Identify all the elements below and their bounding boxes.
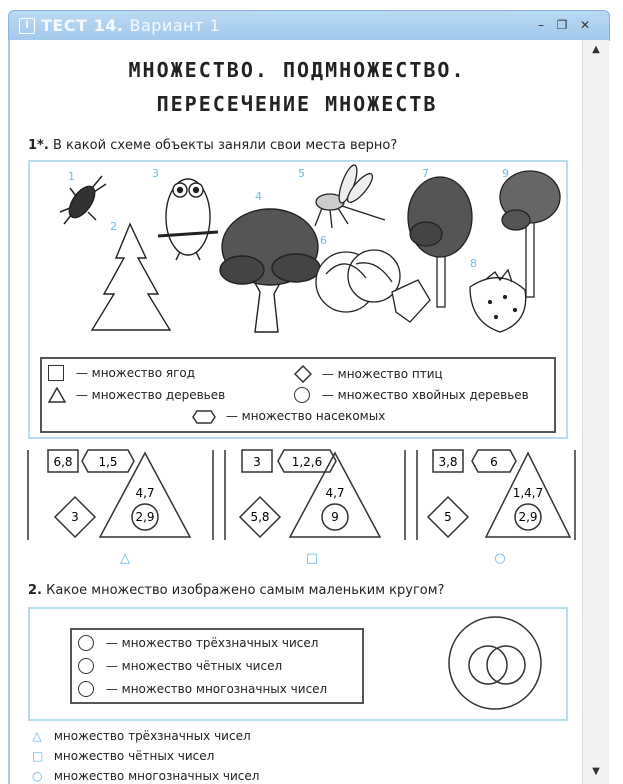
question2-number: 2. bbox=[28, 583, 42, 598]
picture-number-4: 4 bbox=[255, 190, 262, 203]
window-title bbox=[41, 16, 220, 35]
restore-button[interactable]: ❐ bbox=[556, 18, 568, 32]
legend-birds bbox=[294, 365, 443, 383]
scheme2-hexagon-text: 1,2,6 bbox=[291, 455, 323, 469]
question2-legend bbox=[70, 628, 364, 704]
scheme1-diamond-text: 3 bbox=[71, 510, 79, 524]
q2-option-3[interactable] bbox=[32, 769, 259, 783]
scroll-down-button[interactable]: ▼ bbox=[592, 766, 600, 777]
middle-circle bbox=[469, 646, 507, 684]
picture-number-8: 8 bbox=[470, 257, 477, 270]
minimize-button[interactable]: – bbox=[538, 18, 544, 32]
scroll-up-button[interactable]: ▲ bbox=[592, 44, 600, 55]
scheme3-answer-mark[interactable]: ○ bbox=[494, 551, 506, 565]
q2-legend-label-2: — множество чётных чисел bbox=[105, 658, 283, 673]
question1-schemes bbox=[20, 445, 580, 565]
legend-insects-label: — множество насекомых bbox=[225, 409, 386, 423]
scheme1-answer-mark[interactable]: △ bbox=[120, 551, 130, 565]
legend-berries-label: — множество ягод bbox=[75, 365, 196, 380]
overlap-circle bbox=[487, 646, 525, 684]
gooseberry-icon bbox=[316, 250, 430, 322]
q2-legend-label-1: — множество трёхзначных чисел bbox=[105, 635, 319, 650]
hexagon-icon bbox=[192, 410, 216, 424]
scheme2-circle-text: 9 bbox=[331, 510, 339, 524]
question1-legend bbox=[40, 357, 556, 433]
scheme-3 bbox=[428, 450, 570, 565]
vertical-scrollbar[interactable] bbox=[582, 40, 609, 784]
scheme2-triangle-text: 4,7 bbox=[325, 486, 345, 500]
square-icon bbox=[48, 365, 64, 381]
legend-birds-label: — множество птиц bbox=[321, 366, 443, 381]
scheme3-circle-text: 2,9 bbox=[518, 510, 538, 524]
legend-insects bbox=[192, 409, 385, 424]
triangle-icon bbox=[48, 387, 66, 403]
scheme2-square-text: 3 bbox=[253, 455, 261, 469]
q2-legend-row-1 bbox=[78, 635, 318, 651]
scheme1-triangle-text: 4,7 bbox=[135, 486, 155, 500]
window-title-test: ТЕСТ 14. bbox=[41, 16, 124, 35]
picture-number-3: 3 bbox=[152, 167, 159, 180]
scheme2-answer-mark[interactable]: □ bbox=[305, 551, 319, 565]
question2-prompt: Какое множество изображено самым маленьким кругом? bbox=[46, 583, 445, 598]
q2-option-1-label: множество трёхзначных чисел bbox=[53, 729, 251, 743]
q2-legend-label-3: — множество многозначных чисел bbox=[105, 681, 328, 696]
square-icon: □ bbox=[32, 749, 44, 763]
picture-number-5: 5 bbox=[298, 167, 305, 180]
strawberry-icon bbox=[470, 270, 526, 332]
circle-icon: ○ bbox=[32, 769, 43, 783]
mosquito-icon bbox=[315, 163, 385, 228]
fir-tree-icon bbox=[92, 224, 170, 330]
picture-number-2: 2 bbox=[110, 220, 117, 233]
circle-icon bbox=[78, 658, 94, 674]
legend-trees-label: — множество деревьев bbox=[75, 387, 226, 402]
legend-conifers-label: — множество хвойных деревьев bbox=[321, 387, 529, 402]
triangle-icon: △ bbox=[32, 729, 42, 743]
large-circle bbox=[449, 617, 541, 709]
scheme3-triangle-text: 1,4,7 bbox=[512, 486, 544, 500]
close-button[interactable]: ✕ bbox=[579, 18, 591, 32]
scheme1-circle-text: 2,9 bbox=[135, 510, 155, 524]
picture-number-9: 9 bbox=[502, 167, 509, 180]
picture-number-1: 1 bbox=[68, 170, 75, 183]
scheme1-hexagon-text: 1,5 bbox=[98, 455, 118, 469]
circles-diagram bbox=[440, 615, 550, 711]
circle-icon bbox=[78, 635, 94, 651]
picture-number-7: 7 bbox=[422, 167, 429, 180]
scheme3-diamond-text: 5 bbox=[444, 510, 452, 524]
question1-frame bbox=[28, 160, 568, 439]
picture-number-6: 6 bbox=[320, 234, 327, 247]
pine-tree-icon bbox=[500, 171, 560, 297]
beetle-icon bbox=[60, 176, 106, 224]
page-title-line1: МНОЖЕСТВО. ПОДМНОЖЕСТВО. bbox=[128, 58, 466, 82]
scheme-2 bbox=[240, 450, 380, 565]
page-title-line2: ПЕРЕСЕЧЕНИЕ МНОЖЕСТВ bbox=[156, 92, 438, 116]
q2-option-1[interactable] bbox=[32, 729, 251, 743]
question1-text bbox=[28, 138, 397, 153]
circle-icon bbox=[78, 681, 94, 697]
scheme2-diamond-text: 5,8 bbox=[250, 510, 270, 524]
question2-frame bbox=[28, 607, 568, 721]
legend-conifers bbox=[294, 387, 529, 403]
title-bar[interactable] bbox=[8, 10, 610, 41]
q2-option-3-label: множество многозначных чисел bbox=[53, 769, 260, 783]
window-title-variant: Вариант 1 bbox=[129, 16, 221, 35]
scheme1-square-text: 6,8 bbox=[53, 455, 73, 469]
q2-option-2[interactable] bbox=[32, 749, 214, 763]
question2-text bbox=[28, 583, 444, 598]
scheme3-square-text: 3,8 bbox=[438, 455, 458, 469]
question1-prompt: В какой схеме объекты заняли свои места верно? bbox=[52, 138, 398, 153]
tree-icon bbox=[220, 209, 320, 332]
scheme-1 bbox=[48, 450, 190, 565]
legend-trees bbox=[48, 387, 225, 403]
q2-option-2-label: множество чётных чисел bbox=[53, 749, 215, 763]
document-page bbox=[8, 40, 584, 784]
circle-icon bbox=[294, 387, 310, 403]
scheme3-hexagon-text: 6 bbox=[490, 455, 498, 469]
question1-number: 1*. bbox=[28, 138, 49, 153]
window-icon: i bbox=[19, 18, 35, 34]
diamond-icon bbox=[294, 365, 312, 383]
q2-legend-row-3 bbox=[78, 681, 327, 697]
q2-legend-row-2 bbox=[78, 658, 282, 674]
owl-icon bbox=[158, 179, 218, 260]
legend-berries bbox=[48, 365, 195, 381]
